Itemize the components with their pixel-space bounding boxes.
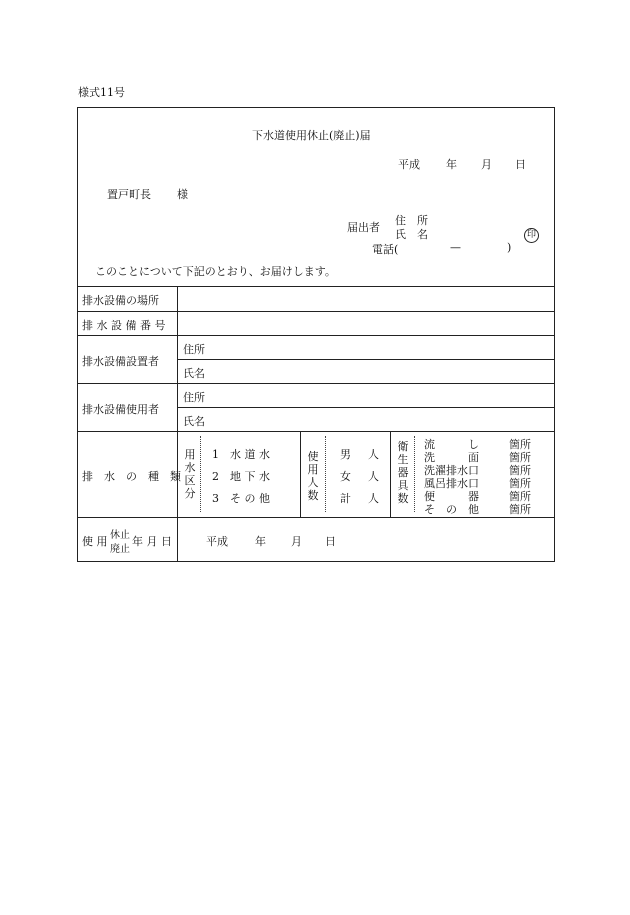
date-year: 年 (446, 158, 457, 171)
divider (177, 359, 555, 360)
number-field[interactable] (180, 313, 550, 333)
installer-address-label: 住所 (183, 343, 205, 356)
drainage-type-label: 排 水 の 種 類 (82, 470, 181, 483)
water-category-item: 2 地 下 水 (212, 470, 270, 483)
user-address-label: 住所 (183, 391, 205, 404)
user-label: 排水設備使用者 (82, 403, 159, 416)
intro-text: このことについて下記のとおり、お届けします。 (95, 265, 336, 278)
divider (177, 286, 178, 562)
user-name-label: 氏名 (183, 415, 205, 428)
divider (77, 335, 555, 336)
recipient-name: 置戸町長 (107, 188, 151, 201)
water-category-label: 用 水 区 分 (184, 448, 196, 500)
installer-label: 排水設備設置者 (82, 355, 159, 368)
date-day: 日 (515, 158, 526, 171)
phone-label: 電話( (372, 243, 399, 256)
date-era: 平成 (398, 158, 420, 171)
usage-date-era: 平成 (206, 535, 228, 548)
seal-mark: 印 (524, 228, 539, 243)
divider (77, 431, 555, 432)
recipient-honorific: 様 (177, 188, 188, 201)
fixtures-count-label: 衛 生 器 具 数 (397, 440, 409, 505)
divider (177, 407, 555, 408)
form-title: 下水道使用休止(廃止)届 (252, 129, 371, 142)
usage-date-abolish: 廃止 (110, 544, 130, 555)
divider (300, 431, 301, 517)
water-category-item: 3 そ の 他 (212, 492, 270, 505)
submitter-address-label: 住 所 (395, 214, 428, 227)
number-label: 排 水 設 備 番 号 (82, 319, 166, 332)
divider (390, 431, 391, 517)
usage-date-suffix: 年 月 日 (132, 535, 172, 548)
dotted-divider (414, 436, 415, 512)
divider (77, 383, 555, 384)
dotted-divider (200, 436, 201, 512)
date-month: 月 (481, 158, 492, 171)
dotted-divider (325, 436, 326, 512)
location-label: 排水設備の場所 (82, 294, 159, 307)
form-number: 様式11号 (78, 86, 125, 99)
usage-date-month: 月 (291, 535, 302, 548)
usage-date-stop: 休止 (110, 530, 130, 541)
submitter-label: 届出者 (347, 221, 380, 234)
users-count-label: 使 用 人 数 (307, 450, 319, 502)
phone-dash: — (450, 241, 461, 254)
water-category-item: 1 水 道 水 (212, 448, 270, 461)
usage-date-day: 日 (325, 535, 336, 548)
submitter-name-label: 氏 名 (395, 228, 428, 241)
divider (77, 517, 555, 518)
divider (77, 286, 555, 287)
divider (77, 311, 555, 312)
installer-name-label: 氏名 (183, 367, 205, 380)
usage-date-prefix: 使 用 (82, 535, 108, 548)
phone-close: ) (507, 241, 512, 254)
location-field[interactable] (180, 289, 550, 309)
usage-date-year: 年 (255, 535, 266, 548)
